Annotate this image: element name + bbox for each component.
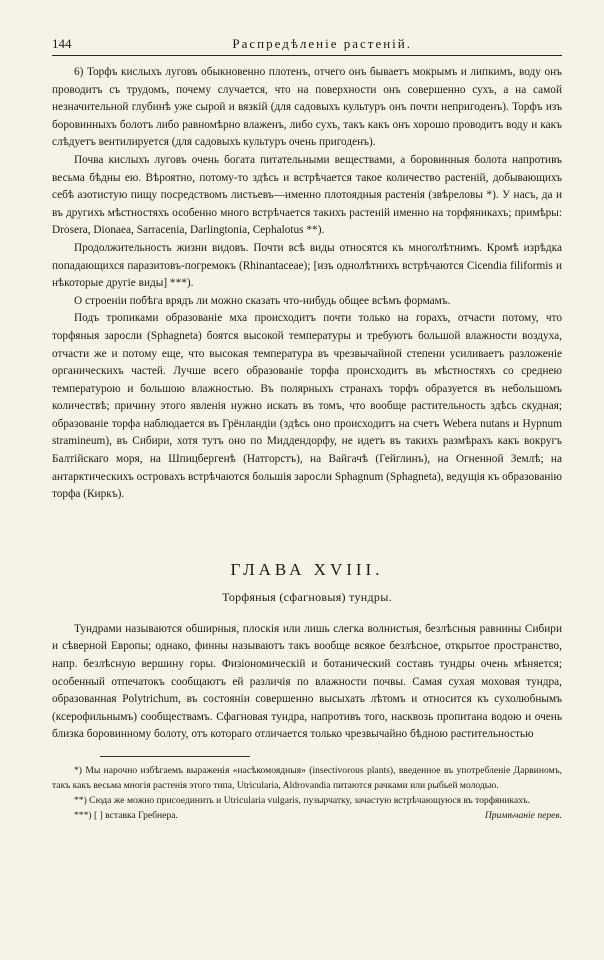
footnote-signature: Примѣчаніе перев. xyxy=(484,810,562,821)
page-number: 144 xyxy=(52,36,72,51)
footnote-divider xyxy=(100,756,250,757)
paragraph: Почва кислыхъ луговъ очень богата питательными веществами, а боровинныя болота напротивъ весьма бѣдны ею. Вѣроятно, потому-то здѣсь и встрѣчается такое количество растеній, добывающихъ себѣ азотистую пищу посредствомъ листьевъ—именно плотоядныя растенія (звѣреловы *). У насъ, да и въ другихъ мѣстностяхъ особенно много встрѣчается такихъ растеній именно на торфяникахъ; примѣры: Drosera, Dionaea, Sarracenia, Darlingtonia, Cephalotus **). xyxy=(52,153,562,237)
paragraph: Продолжительность жизни видовъ. Почти всѣ виды относятся къ многолѣтнимъ. Кромѣ изрѣдка попадающихся паразитовъ-погремокъ (Rhinantaceae); [изъ однолѣтнихъ встрѣчаются Cicendia filiformis и нѣкоторые другіе виды] ***). xyxy=(52,241,562,290)
footnote: ***) [ ] вставка Гребнера. xyxy=(74,810,178,821)
footnote: *) Мы нарочно избѣгаемъ выраженія «насѣкомоядныя» (insectivorous plants), введенное въ употребленіе Дарвиномъ, такъ какъ весьма многія растенія этого типа, Utricularia, Aldrovandia питаются рачками или рыбьей молодью. xyxy=(52,765,562,791)
chapter-subtitle: Торфяныя (сфагновыя) тундры. xyxy=(222,589,392,604)
main-text xyxy=(52,64,562,504)
paragraph: Тундрами называются обширныя, плоскія или лишь слегка волнистыя, безлѣсныя равнины Сибири и сѣверной Европы; однако, финны называютъ такъ вообще всякое безлѣсное, открытое пространство, напр. безлѣсную вершину горы. Физіономическій и ботанический составъ тундры очень мѣняется; особенный отпечатокъ сообщаютъ ей различія по влажности почвы. Самая сухая моховая тундра, образованная Polytrichum, въ состояніи совершенно высыхать лѣтомъ и относится къ сухолюбнымъ (ксерофильнымъ) сообществамъ. Сфагновая тундра, напротивъ того, насквозь пропитана водою и очень близка боровинному болоту, отъ котораго отличается только чрезвычайно бѣдною растительностью xyxy=(52,622,562,741)
paragraph: О строеніи побѣга врядъ ли можно сказать что-нибудь общее всѣмъ формамъ. xyxy=(74,294,451,307)
chapter-text xyxy=(52,621,562,744)
page-header xyxy=(52,36,562,56)
paragraph: Подъ тропиками образованіе мха происходитъ почти только на горахъ, отчасти потому, что торфяныя заросли (Sphagneta) боятся высокой температуры и требуютъ большой влажности воздуха, отчасти же и потому еще, что высокая температура въ чрезвычайной степени усиливаетъ разложеніе органическихъ частей. Лучше всего образованіе торфа происходитъ въ мѣстностяхъ со среднею температурою и большою влажностью. Въ полярныхъ странахъ торфъ образуется въ небольшомъ количествѣ; причину этого явленія нужно искать въ томъ, что вообще растительность здѣсь скудная; образованіе торфа наблюдается въ Грёнландіи (здѣсь оно происходитъ на счетъ Webera nutans и Hypnum stramineum), въ Сибири, хотя тутъ оно по Миддендорфу, не идетъ въ такихъ размѣрахъ какъ вокругъ Балтійскаго моря, на Шпицбергенѣ (Натгорстъ), на Вайгачѣ (Гейглинъ), на Огненной Землѣ; на антарктическихъ островахъ встрѣчаются большія заросли Sphagnum (Sphagneta), ведущія къ образованію торфа (Киркъ). xyxy=(52,312,562,501)
footnotes xyxy=(52,763,562,823)
paragraph: 6) Торфъ кислыхъ луговъ обыкновенно плотенъ, отчего онъ бываетъ мокрымъ и липкимъ, воду онъ проводитъ съ трудомъ, почему случается, что на поверхности онъ совершенно сухъ, а на самой незначительной глубинѣ уже сырой и вязкій (для садовыхъ культуръ онъ почти непригоденъ). Торфъ изъ боровинныхъ болотъ либо равномѣрно влаженъ, либо сухъ, такъ какъ онъ хорошо проводитъ воду и какъ слѣдуетъ вентилируется (для садовыхъ культуръ очень пригоденъ). xyxy=(52,66,562,149)
chapter-heading: ГЛАВА XVIII. xyxy=(230,559,384,579)
running-title: Распредѣленіе растеній. xyxy=(232,36,412,51)
footnote-text: **) Сюда же можно присоединить и Utricularia vulgaris, пузырчатку, зачастую встрѣчающуюся въ торфяникахъ. xyxy=(74,795,531,806)
